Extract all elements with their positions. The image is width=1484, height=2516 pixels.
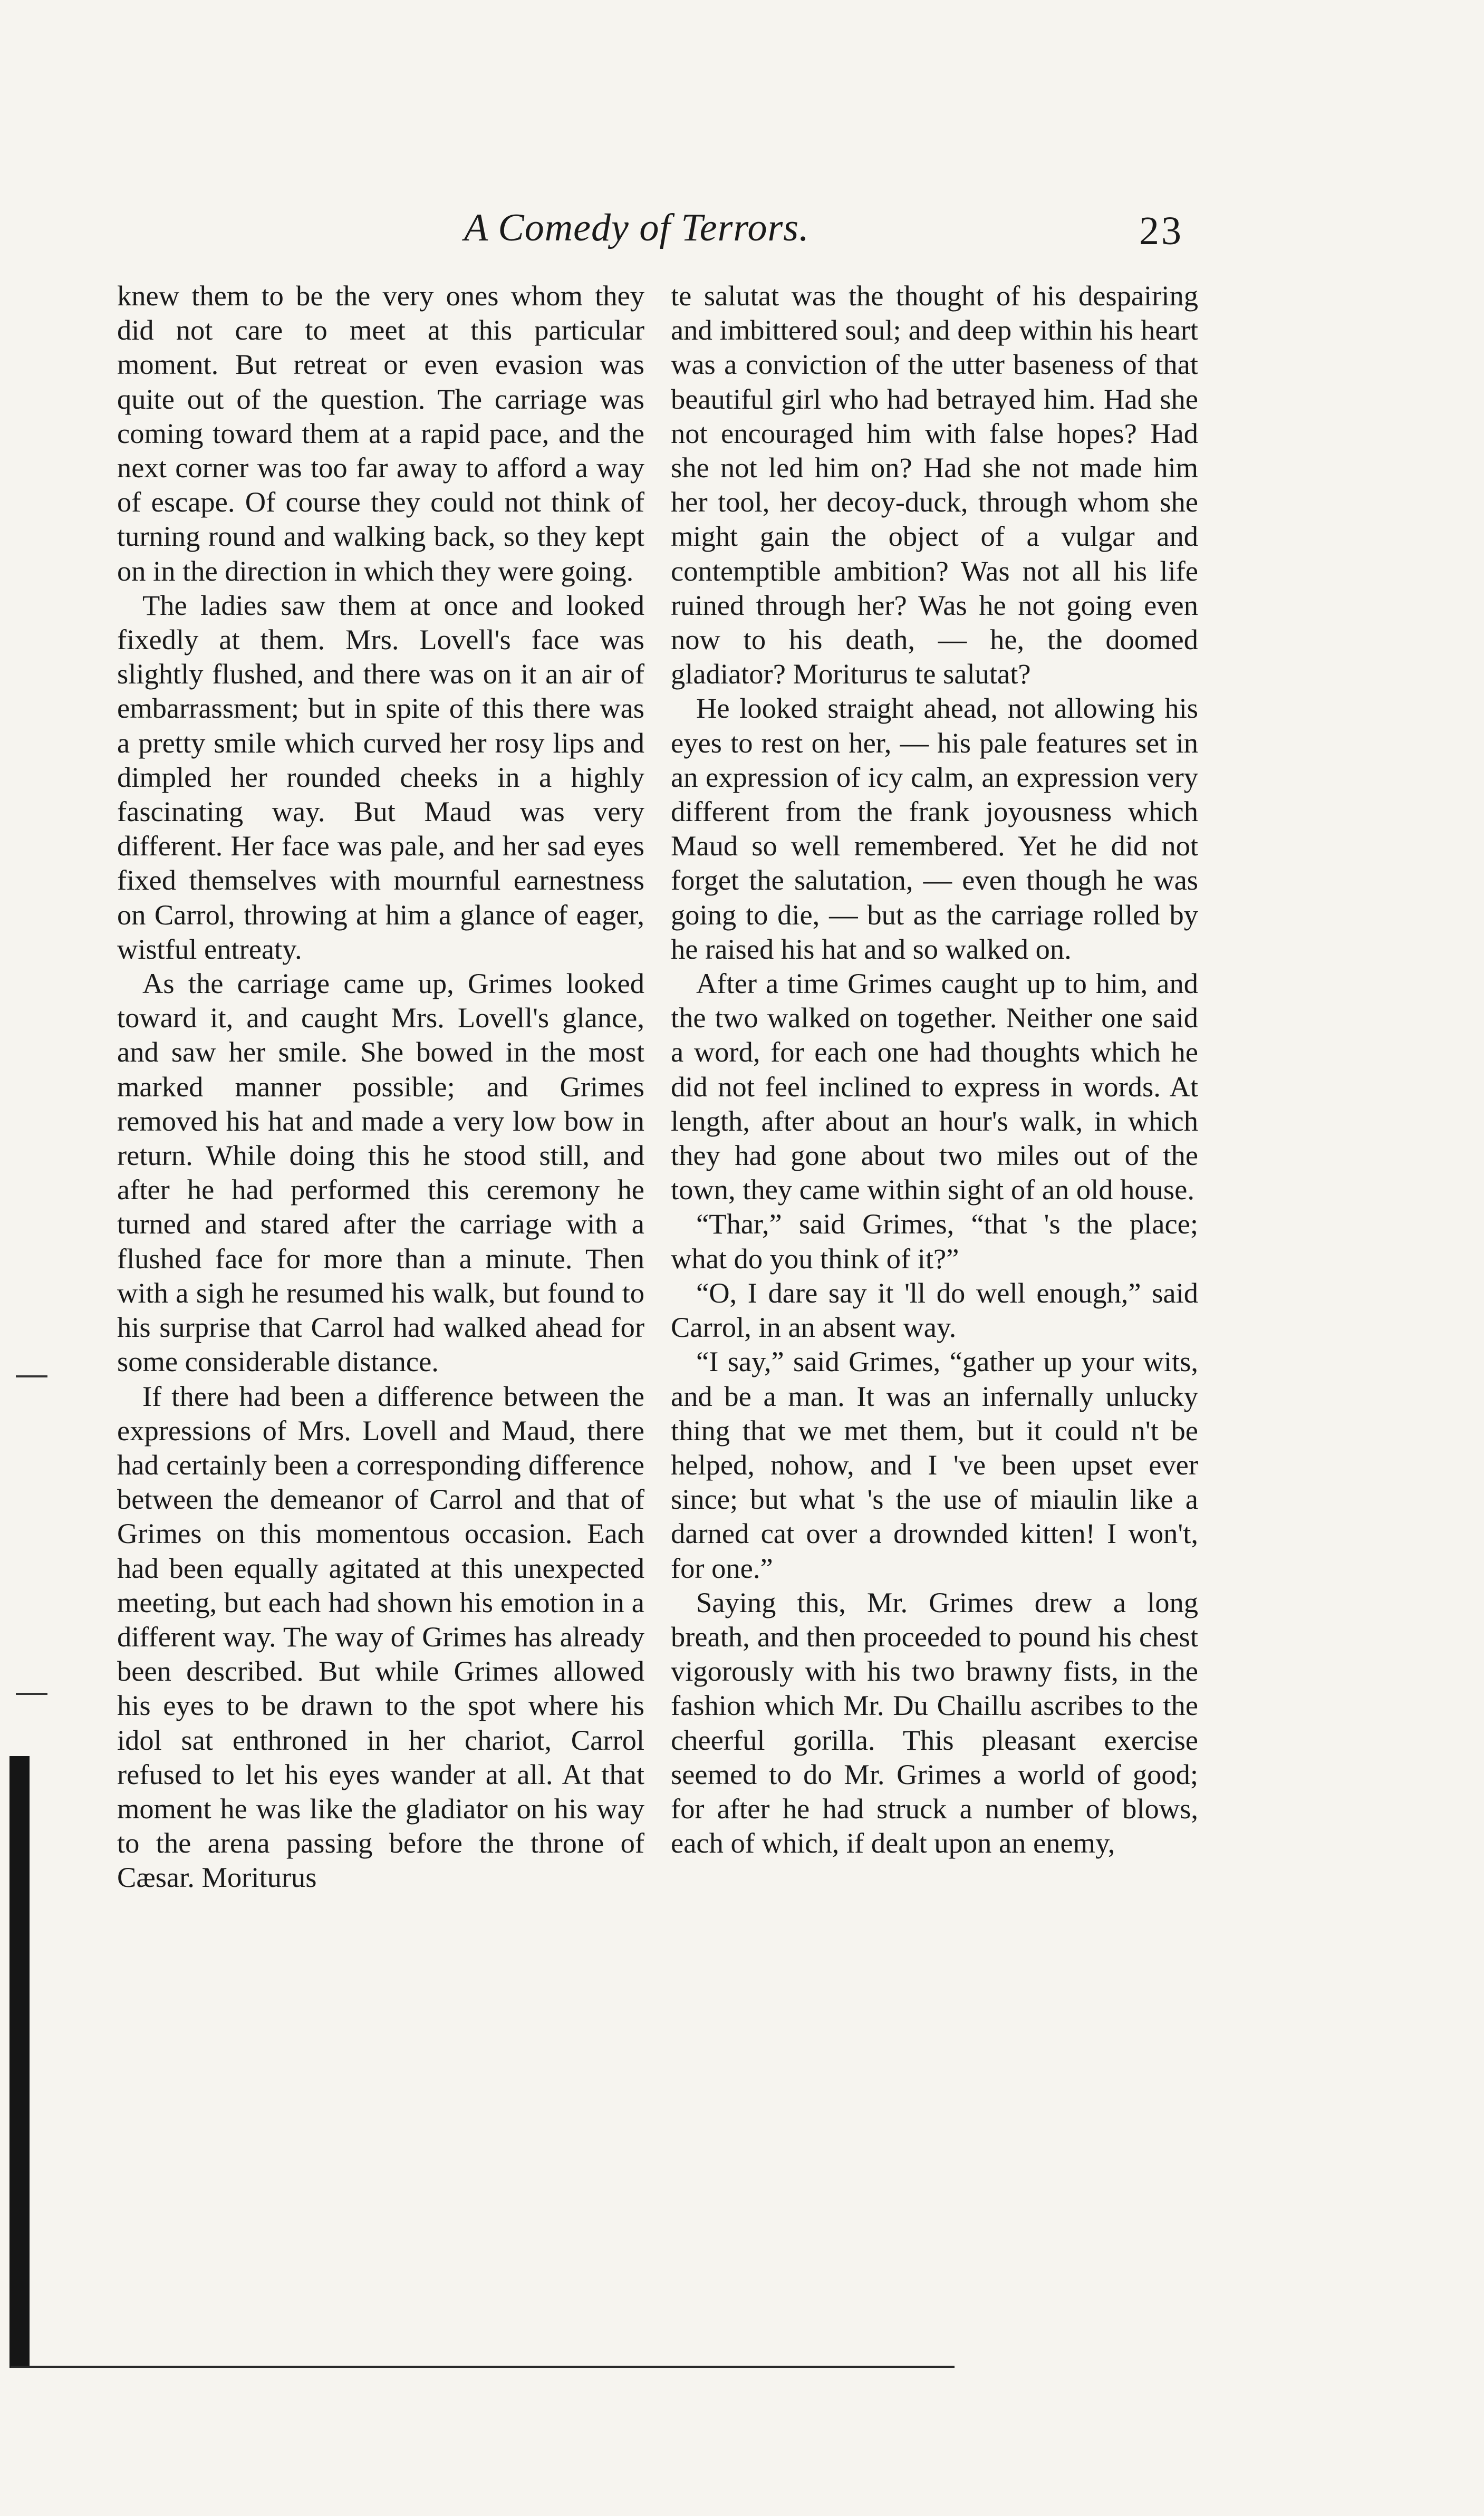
paragraph: After a time Grimes caught up to him, and the two walked on together. Neither one said a word, for each one had thoughts which he did not feel inclined to express in words. At length, after about an hour's walk, in which they had gone about two miles out of the town, they came within sight of an old house. xyxy=(671,967,1198,1206)
paragraph: “O, I dare say it 'll do well enough,” said Carrol, in an absent way. xyxy=(671,1276,1198,1344)
binding-edge xyxy=(9,1756,30,2368)
paragraph: Saying this, Mr. Grimes drew a long breath, and then proceeded to pound his chest vigorously with his two brawny fists, in the fashion which Mr. Du Chaillu ascribes to the cheerful gorilla. This pleasant exercise seemed to do Mr. Grimes a world of good; for after he had struck a number of blows, each of which, if dealt upon an enemy, xyxy=(671,1586,1198,1859)
paragraph: knew them to be the very ones whom they did not care to meet at this particular moment. But retreat or even evasion was quite out of the question. The carriage was coming toward them at a rapid pace, and the next corner was too far away to afford a way of escape. Of course they could not think of turning round and walking back, so they kept on in the direction in which they were going. xyxy=(117,279,644,587)
paragraph: If there had been a difference between the expressions of Mrs. Lovell and Maud, there had certainly been a corresponding difference between the demeanor of Carrol and that of Grimes on this momentous occasion. Each had been equally agitated at this unexpected meeting, but each had shown his emotion in a different way. The way of Grimes has already been described. But while Grimes allowed his eyes to be drawn to the spot where his idol sat enthroned in her chariot, Carrol refused to let his eyes wander at all. At that moment he was like the gladiator on his way to the arena passing before the throne of Cæsar. Moriturus xyxy=(117,1380,644,1894)
bottom-rule xyxy=(11,2366,955,2368)
margin-mark xyxy=(16,1693,47,1695)
margin-mark xyxy=(16,1375,47,1377)
left-column xyxy=(117,278,644,1895)
right-column xyxy=(671,278,1198,1860)
paragraph: te salutat was the thought of his despairing and imbittered soul; and deep within his heart was a conviction of the utter baseness of that beautiful girl who had betrayed him. Had she not encouraged him with false hopes? Had she not led him on? Had she not made him her tool, her decoy-duck, through whom she might gain the object of a vulgar and contemptible ambition? Was not all his life ruined through her? Was he not going even now to his death, — he, the doomed gladiator? Moriturus te salutat? xyxy=(671,279,1198,690)
paragraph: As the carriage came up, Grimes looked toward it, and caught Mrs. Lovell's glance, and saw her smile. She bowed in the most marked manner possible; and Grimes removed his hat and made a very low bow in return. While doing this he stood still, and after he had performed this ceremony he turned and stared after the carriage with a flushed face for more than a minute. Then with a sigh he resumed his walk, but found to his surprise that Carrol had walked ahead for some considerable distance. xyxy=(117,967,644,1378)
paragraph: “Thar,” said Grimes, “that 's the place; what do you think of it?” xyxy=(671,1208,1198,1275)
paragraph: “I say,” said Grimes, “gather up your wits, and be a man. It was an infernally unlucky thing that we met them, but it could n't be helped, nohow, and I 've been upset ever since; but what 's the use of miaulin like a darned cat over a drownded kitten! I won't, for one.” xyxy=(671,1345,1198,1584)
running-title: A Comedy of Terrors. xyxy=(464,206,810,249)
page-number: 23 xyxy=(1139,209,1183,253)
paragraph: The ladies saw them at once and looked fixedly at them. Mrs. Lovell's face was slightly flushed, and there was on it an air of embarrassment; but in spite of this there was a pretty smile which curved her rosy lips and dimpled her rounded cheeks in a highly fascinating way. But Maud was very different. Her face was pale, and her sad eyes fixed themselves with mournful earnestness on Carrol, throwing at him a glance of eager, wistful entreaty. xyxy=(117,589,644,965)
paragraph: He looked straight ahead, not allowing his eyes to rest on her, — his pale features set in an expression of icy calm, an expression very different from the frank joyousness which Maud so well remembered. Yet he did not forget the salutation, — even though he was going to die, — but as the carriage rolled by he raised his hat and so walked on. xyxy=(671,692,1198,965)
